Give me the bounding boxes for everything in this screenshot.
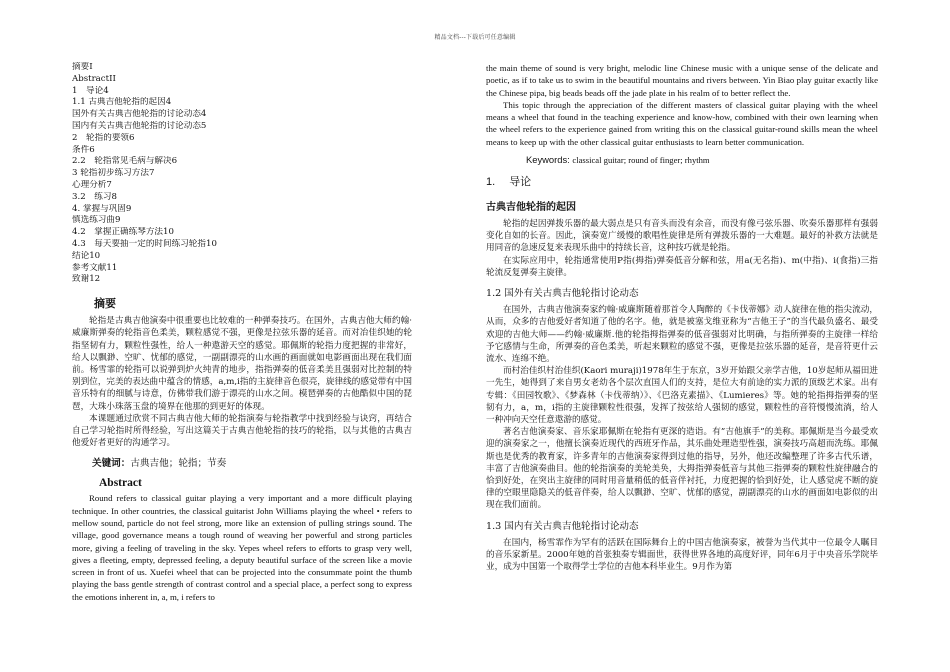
toc-entry[interactable] [72,74,412,86]
toc-entry[interactable] [72,192,412,204]
toc-entry-label: 条件 [72,144,90,155]
toc-entry-label: 4. 掌握与巩固 [72,203,126,214]
toc-entry[interactable] [72,121,412,133]
keywords-en-label: Keywords: [526,154,570,166]
toc-entry-label: 摘要 [72,62,90,72]
chapter-1-number: 1. [486,176,496,189]
toc-entry-page: 7 [148,168,155,179]
toc-entry-label: 心理分析 [72,179,107,190]
toc-entry-page: 6 [89,144,95,155]
toc-entry[interactable] [72,239,412,251]
section-1-3-title: 1.3 国内有关古典吉他轮指讨论动态 [486,520,639,532]
toc-entry-label: 2 轮指的要领 [72,132,130,143]
abstract-en-title: Abstract [99,477,142,490]
toc-entry-page: 12 [89,274,101,285]
abstract-en-body-2: This topic through the appreciation of the different masters of classical guitar playing with the wheel means a wheel that found in the teaching experience and know-how, combined with their own learning when the wheel refers to the experience gained from writing this on the classical guitar-round skills mean the wheel means to keep up with the other classical guitar enthusiasts to learn better communication. [486,99,878,147]
toc-entry[interactable] [72,133,412,145]
toc-entry-page: 6 [129,132,135,143]
keywords-en-value: classical guitar; round of finger; rhythm [572,155,710,166]
section-1-2-para-1: 在国外，古典吉他演奏家约翰·威廉斯随着那首令人陶醉的《卡伐蒂娜》动人旋律在他的指尖流动，从而，众多的吉他爱好者知道了他的名字。他，就是被塞戈维亚称为“吉他王子”的当代最负盛名、最受欢迎的吉他大师——约翰·威廉斯.他的轮指拇指弹奏的低音强弱对比明确，与指所弹奏的主旋律一样给予它感情与生命，所弹奏的音色柔美，听起来颗粒的感觉不强，更像是拉弦乐器的延音，是音符更什云流水、连绵不绝。 [486,305,878,364]
toc-entry-page: 4 [165,97,172,108]
toc-entry-page: 9 [125,203,132,214]
toc-entry-label: 致谢 [72,274,90,285]
right-column [486,62,878,573]
chapter-1-heading [486,173,878,189]
toc-entry[interactable] [72,145,412,157]
keywords-cn-value: 古典吉他；轮指；节奏 [130,458,227,470]
toc-entry-page: 10 [163,227,174,238]
toc-entry-page: 4 [200,109,207,120]
abstract-en-body-left: Round refers to classical guitar playing a very important and a more difficult playing technique. In other countries, the classical guitarist John Williams playing the wheel • refers to mellow sound, particle do not feel strong, more like an extension of pulling strings sound. The village, good governance means a tough round of weaving her powerful and strong particles more, giving a feeling of traveling in the sky. Yepes wheel refers to efforts to grasp very well, gives a fleeting, empty, depressed feeling, a deputy beautiful surface of the screen like a movie screen in front of us. Xuefei wheel that can be projected into the consummate point the thumb playing the bass gentle strength of contrast control and a special place, a perfect song to express the emotions inherent in, a, m, i refers to [72,493,412,602]
section-1-2-para-2: 而村治佳织村治佳织(Kaori muraji)1978年生于东京，3岁开始跟父亲学吉他，10岁起师从福田进一先生，她得到了来自男女老幼各个层次直国人们的支持，是位大有前途的实力派的顶级艺术家。出有专辑：《田园牧歌》、《梦森林（卡伐蒂纳）》、《巴洛克素描》、《Lumieres》等。她的轮指拇指弹奏的坚韧有力，a，m，i指的主旋律颗粒性很强，发挥了按弦给人强韧的感觉，颗粒性的音符慢慢流淌，给人一种冲向天空任意遨游的感觉。 [486,366,878,425]
header-note: 精品文档---下载后可任意编辑 [434,34,516,41]
toc-entry[interactable] [72,251,412,263]
toc-entry-page: 6 [171,156,178,167]
toc-entry[interactable] [72,62,412,74]
toc-entry-page: I [89,62,93,72]
toc-entry-page: 10 [205,238,217,249]
section-1-1-title: 古典吉他轮指的起因 [486,202,576,214]
keywords-cn-label: 关键词： [92,458,131,470]
toc-entry-page: 10 [89,250,101,261]
toc-entry-label: 4.3 每天要抽一定的时间练习轮指 [72,238,206,249]
toc-entry-label: 1 导论 [72,85,104,96]
section-1-2-para-3: 著名吉他演奏家、音乐家耶佩斯在轮指有更深的造诣。有”吉他旗手”的美称。耶佩斯是当今最受欢迎的演奏家之一，他擅长演奏近现代的西班牙作品，其乐曲处理造型性强，演奏技巧高超而洗练。耶佩斯也是优秀的教育家，许多青年的吉他演奏家得到过他的指导，另外，他还改编整理了许多古代乐谱，丰富了吉他演奏曲目。他的轮指演奏的美轮美奂，大拇指弹奏低音与其他三指弹奏的颗粒性旋律融合的恰到好处，在突出主旋律的同时用音量稍低的低音伴衬托，力度把握的恰到好处，让人感觉虎不断的旋律的空眼里隐隐关的低音伴奏，给人以飘渺、空旷、忧郁的感觉，副副漂亮的山水的画面如电影似的出现在我们面前。 [486,427,878,511]
abstract-en-body-right: the main theme of sound is very bright, melodic line Chinese music with a unique sense of the delicate and poetic, as if to take us to swim in the beautiful mountains and rivers between. Yin Biao play guitar exactly like the Chinese pipa, big beads beads off the jade plate in his realm of to better reflect the. [486,63,878,98]
toc-entry[interactable] [72,97,412,109]
toc-entry-page: 5 [200,120,207,131]
toc-entry-label: 3 轮指初步练习方法 [72,168,149,179]
toc-entry-label: 1.1 古典吉他轮指的起因 [72,97,166,108]
toc-entry-label: 国外有关古典吉他轮指的讨论动态 [72,109,201,120]
section-1-2-title: 1.2 国外有关古典吉他轮指讨论动态 [486,288,639,300]
toc-entry-page: 9 [114,215,121,226]
toc-entry-label: 国内有关古典吉他轮指的讨论动态 [72,120,201,131]
toc-entry[interactable] [72,86,412,98]
toc-entry[interactable] [72,274,412,286]
table-of-contents [72,62,412,286]
toc-entry-page: 7 [106,179,112,190]
abstract-cn-body-2: 本课题通过欣赏不同古典吉他大师的轮指演奏与轮指教学中找到经验与诀窍，再结合自己学习轮指时所得经验，写出这篇关于古典吉他轮指的技巧的轮指，以与其他的古典吉他爱好者更好的沟通学习。 [72,413,412,449]
section-1-3-para-1: 在国内，杨雪霏作为罕有的活跃在国际舞台上的中国吉他演奏家，被誉为当代其中一位最令人瞩目的音乐家新星。2000年她的首张独奏专辑面世，获得世界各地的高度好评，同年6月于中央音乐学院毕业，成为中国第一个取得学士学位的吉他本科毕业生。9月作为第 [486,537,878,572]
toc-entry-label: Abstract [72,73,110,84]
abstract-cn-title: 摘要 [94,297,116,311]
toc-entry[interactable] [72,168,412,180]
toc-entry[interactable] [72,180,412,192]
toc-entry-page: II [109,73,116,84]
section-1-1-para-2: 在实际应用中，轮指通常使用P指(拇指)弹奏低音分解和弦，用a(无名指)、m(中指)、i(食指)三指轮流反复弹奏主旋律。 [486,255,878,278]
section-1-1-para-1: 轮指的起因弹拨乐器的最大弱点是只有音头而没有余音，而没有像弓弦乐器、吹奏乐器那样有强弱变化自如的长音。因此，演奏宽广缓慢的歌唱性旋律是所有弹拨乐器的一大难题。最好的补救方法就是用同音的急速反复来表现乐曲中的持续长音，这种技巧就是轮指。 [486,219,878,254]
abstract-cn-body: 轮指是古典吉他演奏中很重要也比较难的一种弹奏技巧。在国外，古典吉他大师约翰·威廉斯弹奏的轮指音色柔美，颗粒感觉不强，更像是拉弦乐器的延音。而对冶佳织她的轮指坚韧有力，颗粒性强性，给人一种遨游天空的感觉。耶佩斯的轮指力度把握的非常好，给人以飘渺、空旷、忧郁的感觉，一副副漂亮的山水画的画面就如电影画面出现在我们面前。杨雪霏的轮指可以说弹到炉火纯青的地步，指指弹奏的低音柔美且强弱对比控制的特别到位，完美的表达曲中蕴含的情感，a,m,i指的主旋律音色很亮，旋律线的感觉带有中国音乐特有的细腻与诗意，仿佛带我们游于漂亮的山水之间。模琶弹奏的古他酷似中国的琵琶，大珠小珠落玉盘的境界在他那的到更好的体现。 [72,316,412,412]
toc-entry-label: 参考文献 [72,262,107,273]
keywords-en [526,154,878,165]
toc-entry-label: 4.2 掌握正确练琴方法 [72,227,164,238]
keywords-cn [92,455,412,469]
toc-entry[interactable] [72,263,412,275]
toc-entry-page: 8 [111,191,117,202]
toc-entry-page: 4 [103,85,109,96]
toc-entry-label: 结论 [72,250,90,261]
toc-entry-label: 慎选练习曲 [72,215,115,226]
toc-entry[interactable] [72,156,412,168]
left-column [72,62,412,603]
chapter-1-title: 导论 [509,176,532,189]
toc-entry[interactable] [72,227,412,239]
toc-entry-label: 2.2 轮指常见毛病与解决 [72,156,172,167]
toc-entry[interactable] [72,109,412,121]
toc-entry[interactable] [72,204,412,216]
toc-entry-label: 3.2 练习 [72,191,112,202]
toc-entry[interactable] [72,215,412,227]
toc-entry-page: 11 [106,262,118,273]
